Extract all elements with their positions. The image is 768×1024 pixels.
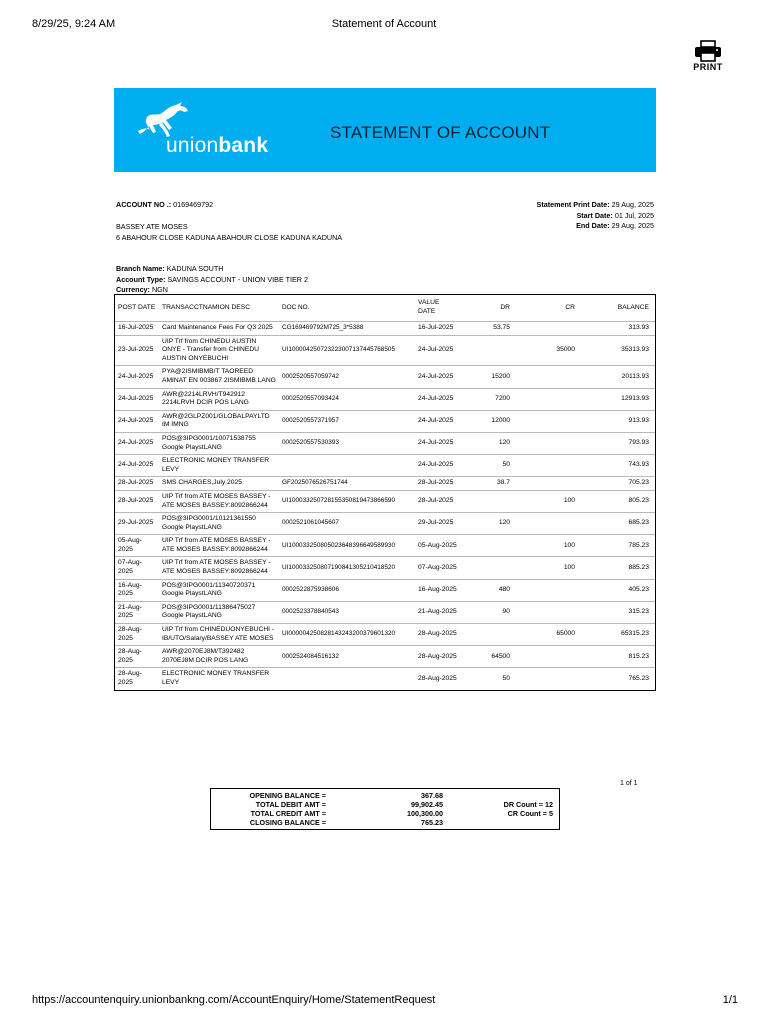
cell-dr-amount: 480 — [461, 579, 526, 601]
statement-banner — [114, 88, 656, 172]
cell-doc-no: UI100033250807190841305210418520 — [279, 557, 415, 579]
branch-label: Branch Name: — [116, 264, 165, 273]
currency-label: Currency: — [116, 285, 150, 294]
col-doc-no: DOC NO. — [279, 295, 415, 322]
col-description: TRANSACCTNAMION DESC — [159, 295, 279, 322]
cell-doc-no: UI000004250828143243200379601320 — [279, 624, 415, 646]
cell-balance: 785.23 — [591, 535, 655, 557]
start-date-label: Start Date: — [576, 210, 613, 220]
table-row — [115, 557, 655, 579]
cell-value-date: 29-Jul-2025 — [415, 513, 461, 535]
transactions-table — [114, 294, 656, 691]
brand-bold: bank — [218, 134, 269, 157]
cell-cr-amount: 35000 — [526, 335, 591, 366]
cell-description: Card Maintenance Fees For Q3 2025 — [159, 322, 279, 336]
account-details — [116, 264, 308, 296]
cell-cr-amount — [526, 513, 591, 535]
cell-dr-amount: 38.7 — [461, 477, 526, 491]
cell-cr-amount: 100 — [526, 490, 591, 512]
cell-description: POS@3IPG0001/11340720371 Google PlaystLANG — [159, 579, 279, 601]
cell-description: AWR@2GLPZ001/GLOBALPAYLTD IM IMNG — [159, 410, 279, 432]
cell-dr-amount: 50 — [461, 455, 526, 477]
account-number-block — [116, 200, 213, 211]
cell-description: POS@3IPG0001/10121361550 Google PlaystLANG — [159, 513, 279, 535]
cell-cr-amount — [526, 646, 591, 668]
page-count: 1 of 1 — [620, 780, 638, 787]
cell-dr-amount: 64500 — [461, 646, 526, 668]
cell-dr-amount: 7200 — [461, 388, 526, 410]
cell-cr-amount: 100 — [526, 535, 591, 557]
browser-print-footer — [0, 994, 768, 1010]
statement-dates — [537, 200, 654, 232]
cell-cr-amount — [526, 432, 591, 454]
table-row — [115, 366, 655, 388]
cell-balance: 765.23 — [628, 674, 649, 682]
cell-dr-amount — [461, 535, 526, 557]
cell-cr-amount — [526, 477, 591, 491]
cell-dr-amount — [461, 335, 526, 366]
cell-value-date: 24-Jul-2025 — [415, 366, 461, 388]
cell-balance: 815.23 — [591, 646, 655, 668]
dr-count: DR Count = 12 — [503, 800, 553, 809]
cell-balance: 793.93 — [591, 432, 655, 454]
cell-dr-amount: 120 — [461, 432, 526, 454]
cell-cr-amount: 65000 — [526, 624, 591, 646]
print-page-number: 1/1 — [722, 994, 738, 1006]
cell-description: AWR@2070EJ8M/T392482 2070EJ8M DCIR POS LANG — [159, 646, 279, 668]
cell-value-date: 28-Jul-2025 — [415, 477, 461, 491]
cell-cr-amount — [526, 601, 591, 623]
account-number-label: ACCOUNT NO .: — [116, 200, 172, 209]
cell-doc-no: 0002520557530393 — [279, 432, 415, 454]
cell-doc-no: 0002520557059742 — [279, 366, 415, 388]
closing-balance-label: CLOSING BALANCE = — [249, 818, 326, 827]
cell-dr-amount: 50 — [502, 674, 510, 682]
cell-post-date: 29-Jul-2025 — [115, 513, 159, 535]
customer-address: 6 ABAHOUR CLOSE KADUNA ABAHOUR CLOSE KADUNA KADUNA — [116, 232, 343, 242]
table-row — [115, 490, 655, 512]
table-row — [115, 535, 655, 557]
cell-description: ELECTRONIC MONEY TRANSFER LEVY — [162, 670, 270, 686]
cell-description: PYA@2ISMIBMB/T TAOREED AMINAT EN 003867 2ISMIBMB LANG — [159, 366, 279, 388]
currency: NGN — [151, 285, 168, 294]
print-page-title: Statement of Account — [331, 18, 437, 30]
total-debit: 99,902.45 — [411, 800, 443, 809]
cell-value-date: 05-Aug-2025 — [415, 535, 461, 557]
cell-balance: 12913.93 — [591, 388, 655, 410]
start-date: 01 Jul, 2025 — [614, 210, 654, 220]
account-type: SAVINGS ACCOUNT - UNION VIBE TIER 2 — [167, 274, 308, 284]
cell-cr-amount — [526, 579, 591, 601]
table-row — [115, 601, 655, 623]
cell-doc-no: 0002520557371957 — [279, 410, 415, 432]
cell-cr-amount — [526, 410, 591, 432]
cell-description: ELECTRONIC MONEY TRANSFER LEVY — [159, 455, 279, 477]
cell-description: AWR@2214LRVH/T942912 2214LRVH DCIR POS LANG — [159, 388, 279, 410]
cell-balance: 65315.23 — [591, 624, 655, 646]
cell-post-date: 24-Jul-2025 — [115, 410, 159, 432]
cell-dr-amount: 120 — [461, 513, 526, 535]
total-credit: 100,300.00 — [407, 809, 443, 818]
branch-name: KADUNA SOUTH — [166, 264, 224, 273]
print-datetime: 8/29/25, 9:24 AM — [32, 18, 116, 30]
cell-value-date: 24-Jul-2025 — [415, 410, 461, 432]
cell-balance: 405.23 — [591, 579, 655, 601]
cell-post-date: 28-Aug-2025 — [118, 670, 142, 686]
table-row — [115, 477, 655, 491]
cell-value-date: 07-Aug-2025 — [415, 557, 461, 579]
cell-description: UIP Trf from CHINEDUONYEBUCHI - IB/UTO/Salary/BASSEY ATE MOSES — [159, 624, 279, 646]
cell-value-date: 28-Aug-2025 — [418, 674, 457, 682]
statement-title: STATEMENT OF ACCOUNT — [330, 123, 551, 142]
col-cr: CR — [526, 295, 591, 322]
cell-post-date: 24-Jul-2025 — [115, 455, 159, 477]
cell-description: UIP Trf from CHINEDU AUSTIN ONYE - Transfer from CHINEDU AUSTIN ONYEBUCHI — [159, 335, 279, 366]
cell-description: SMS CHARGES,July 2025 — [159, 477, 279, 491]
total-credit-label: TOTAL CREDIT AMT = — [250, 809, 326, 818]
cell-value-date: 24-Jul-2025 — [415, 432, 461, 454]
cell-post-date: 24-Jul-2025 — [115, 432, 159, 454]
cell-value-date: 28-Aug-2025 — [415, 646, 461, 668]
cell-post-date: 28-Jul-2025 — [115, 477, 159, 491]
table-row — [115, 513, 655, 535]
cell-value-date: 16-Aug-2025 — [415, 579, 461, 601]
cell-post-date: 05-Aug-2025 — [115, 535, 159, 557]
cell-description: POS@3IPG0001/11386475027 Google PlaystLANG — [159, 601, 279, 623]
table-row — [115, 410, 655, 432]
table-header-row — [115, 295, 655, 322]
cell-cr-amount — [526, 322, 591, 336]
cell-balance: 313.93 — [591, 322, 655, 336]
cell-balance: 20113.93 — [591, 366, 655, 388]
account-type-label: Account Type: — [116, 274, 166, 284]
closing-balance: 765.23 — [421, 818, 443, 827]
cell-dr-amount — [461, 557, 526, 579]
cell-dr-amount: 90 — [461, 601, 526, 623]
col-value-date: VALUE DATE — [415, 295, 461, 322]
cell-balance: 885.23 — [591, 557, 655, 579]
statement-summary — [210, 788, 560, 830]
print-date-label: Statement Print Date: — [536, 200, 610, 209]
brand-light: union — [166, 134, 219, 157]
cell-value-date: 24-Jul-2025 — [415, 388, 461, 410]
cell-doc-no: GF2025076526751744 — [279, 477, 415, 491]
cell-doc-no — [279, 455, 415, 477]
cell-description: UIP Trf from ATE MOSES BASSEY - ATE MOSES BASSEY:8092866244 — [159, 557, 279, 579]
table-row — [115, 335, 655, 366]
cell-post-date: 24-Jul-2025 — [115, 388, 159, 410]
table-row — [115, 579, 655, 601]
cell-value-date: 24-Jul-2025 — [415, 455, 461, 477]
end-date: 29 Aug, 2025 — [611, 221, 654, 230]
cell-doc-no: UI100033250805023648396649589930 — [279, 535, 415, 557]
cell-balance: 705.23 — [591, 477, 655, 491]
cell-cr-amount: 100 — [526, 557, 591, 579]
cell-balance: 805.23 — [591, 490, 655, 512]
opening-balance-label: OPENING BALANCE = — [249, 791, 326, 800]
cell-dr-amount — [461, 624, 526, 646]
opening-balance: 367.68 — [421, 791, 443, 800]
cell-value-date: 16-Jul-2025 — [415, 322, 461, 336]
cell-cr-amount — [526, 455, 591, 477]
account-number: 0169469792 — [173, 200, 214, 209]
print-button[interactable] — [686, 40, 730, 74]
cell-doc-no — [279, 668, 415, 690]
cell-balance: 913.93 — [591, 410, 655, 432]
table-row — [115, 624, 655, 646]
customer-address-block — [116, 222, 342, 243]
table-row — [115, 668, 655, 690]
cell-post-date: 28-Jul-2025 — [115, 490, 159, 512]
cell-doc-no: 0002521061045607 — [279, 513, 415, 535]
cell-dr-amount — [461, 490, 526, 512]
table-row — [115, 432, 655, 454]
cell-doc-no: 0002524084516132 — [279, 646, 415, 668]
col-balance: BALANCE — [591, 295, 655, 322]
cell-doc-no: UI100033250728155350819473866590 — [279, 490, 415, 512]
cell-post-date: 07-Aug-2025 — [115, 557, 159, 579]
customer-name: BASSEY ATE MOSES — [116, 222, 188, 231]
cell-balance: 743.93 — [591, 455, 655, 477]
cell-dr-amount: 53.75 — [461, 322, 526, 336]
cell-doc-no: UI100004250723223007137445768505 — [279, 335, 415, 366]
cell-value-date: 24-Jul-2025 — [415, 335, 461, 366]
total-debit-label: TOTAL DEBIT AMT = — [255, 800, 326, 809]
page-url: https://accountenquiry.unionbankng.com/AccountEnquiry/Home/StatementRequest — [32, 994, 436, 1006]
cell-balance: 35313.93 — [591, 335, 655, 366]
brand-name — [166, 134, 268, 158]
col-dr: DR — [461, 295, 526, 322]
cell-post-date: 16-Aug-2025 — [115, 579, 159, 601]
table-row — [115, 646, 655, 668]
cell-cr-amount — [526, 366, 591, 388]
cell-post-date: 28-Aug-2025 — [115, 624, 159, 646]
table-row — [115, 322, 655, 336]
cell-doc-no: 0002522875938606 — [279, 579, 415, 601]
table-row — [115, 455, 655, 477]
cell-post-date: 24-Jul-2025 — [115, 366, 159, 388]
col-post-date: POST DATE — [115, 295, 159, 322]
cell-post-date: 16-Jul-2025 — [115, 322, 159, 336]
cell-post-date: 21-Aug-2025 — [115, 601, 159, 623]
cell-value-date: 21-Aug-2025 — [415, 601, 461, 623]
cr-count: CR Count = 5 — [507, 809, 553, 818]
cell-doc-no: CG169469792M725_3*5388 — [279, 322, 415, 336]
cell-description: POS@3IPG0001/10071538755 Google PlaystLANG — [159, 432, 279, 454]
cell-post-date: 23-Jul-2025 — [115, 335, 159, 366]
print-date: 29 Aug, 2025 — [611, 200, 654, 209]
cell-balance: 315.23 — [591, 601, 655, 623]
cell-cr-amount — [526, 668, 591, 690]
table-row — [115, 388, 655, 410]
cell-cr-amount — [526, 388, 591, 410]
cell-doc-no: 0002523378840543 — [279, 601, 415, 623]
print-label: PRINT — [693, 62, 723, 72]
cell-value-date: 28-Jul-2025 — [415, 490, 461, 512]
cell-value-date: 28-Aug-2025 — [415, 624, 461, 646]
cell-dr-amount: 12000 — [461, 410, 526, 432]
cell-post-date: 28-Aug-2025 — [115, 646, 159, 668]
cell-description: UIP Trf from ATE MOSES BASSEY - ATE MOSES BASSEY:8092866244 — [159, 490, 279, 512]
cell-doc-no: 0002520557093424 — [279, 388, 415, 410]
cell-description: UIP Trf from ATE MOSES BASSEY - ATE MOSES BASSEY:8092866244 — [159, 535, 279, 557]
end-date-label: End Date: — [576, 221, 610, 230]
browser-print-header — [0, 0, 768, 40]
cell-dr-amount: 15200 — [461, 366, 526, 388]
printer-icon — [693, 40, 723, 62]
cell-balance: 685.23 — [591, 513, 655, 535]
